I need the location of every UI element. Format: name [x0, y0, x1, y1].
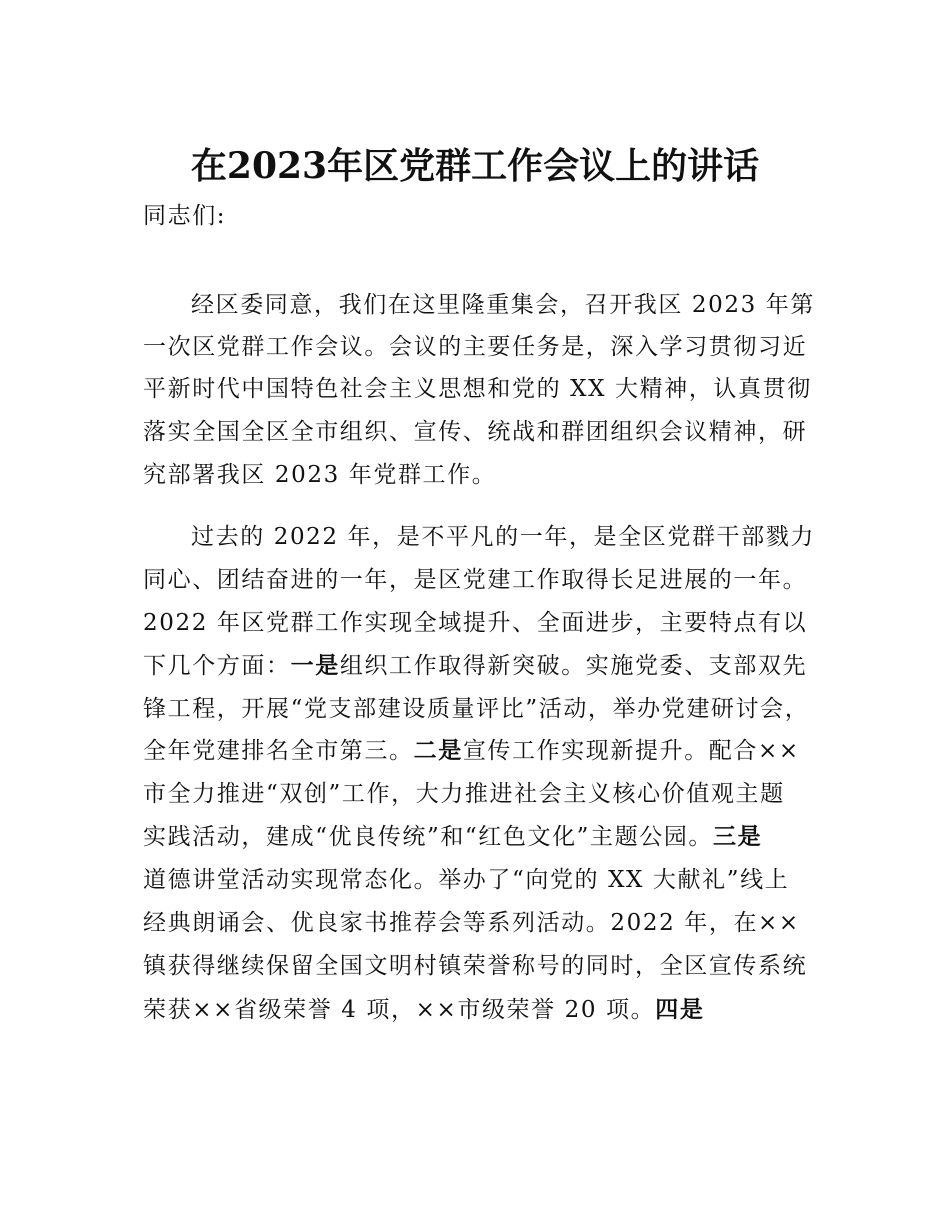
paragraph-2-line: 同心、团结奋进的一年，是区党建工作取得长足进展的一年。	[143, 567, 808, 593]
paragraph-1-line: 经区委同意，我们在这里隆重集会，召开我区 2023 年第	[191, 292, 815, 318]
paragraph-2-line: 经典朗诵会、优良家书推荐会等系列活动。2022 年，在××	[143, 910, 800, 936]
paragraph-2-line: 镇获得继续保留全国文明村镇荣誉称号的同时，全区宣传系统	[143, 953, 808, 979]
paragraph-1-line: 究部署我区 2023 年党群工作。	[143, 462, 497, 488]
paragraph-2-line: 过去的 2022 年，是不平凡的一年，是全区党群干部戮力	[191, 524, 815, 550]
paragraph-2-line	[143, 817, 762, 857]
point-marker-1: 一是	[290, 652, 340, 679]
paragraph-2-line	[143, 990, 704, 1030]
document-title: 在2023年区党群工作会议上的讲话	[190, 145, 760, 187]
paragraph-2-line: 2022 年区党群工作实现全域提升、全面进步，主要特点有以	[143, 610, 808, 636]
paragraph-2-line	[143, 646, 807, 686]
point-marker-3: 三是	[713, 823, 763, 850]
paragraph-1-line: 一次区党群工作会议。会议的主要任务是，深入学习贯彻习近	[143, 334, 808, 360]
paragraph-2-line: 道德讲堂活动实现常态化。举办了“向党的 XX 大献礼”线上	[143, 867, 790, 893]
line-text: 全年党建排名全市第三。	[143, 738, 414, 764]
point-marker-4: 四是	[655, 996, 705, 1023]
line-text: 下几个方面：	[143, 653, 291, 679]
paragraph-2-line: 市全力推进“双创”工作，大力推进社会主义核心价值观主题	[143, 781, 785, 807]
paragraph-1-line: 落实全国全区全市组织、宣传、统战和群团组织会议精神，研	[143, 419, 808, 445]
line-text: 实践活动，建成“优良传统”和“红色文化”主题公园。	[143, 824, 714, 850]
paragraph-1-line: 平新时代中国特色社会主义思想和党的 XX 大精神，认真贯彻	[143, 376, 812, 402]
line-text: 组织工作取得新突破。实施党委、支部双先	[339, 653, 808, 679]
salutation: 同志们:	[143, 203, 227, 229]
line-text: 宣传工作实现新提升。配合××	[462, 738, 800, 764]
paragraph-2-line	[143, 731, 800, 771]
paragraph-2-line: 锋工程，开展“党支部建设质量评比”活动，举办党建研讨会，	[143, 696, 810, 722]
point-marker-2: 二是	[413, 737, 463, 764]
line-text: 荣获××省级荣誉 4 项，××市级荣誉 20 项。	[143, 997, 656, 1023]
